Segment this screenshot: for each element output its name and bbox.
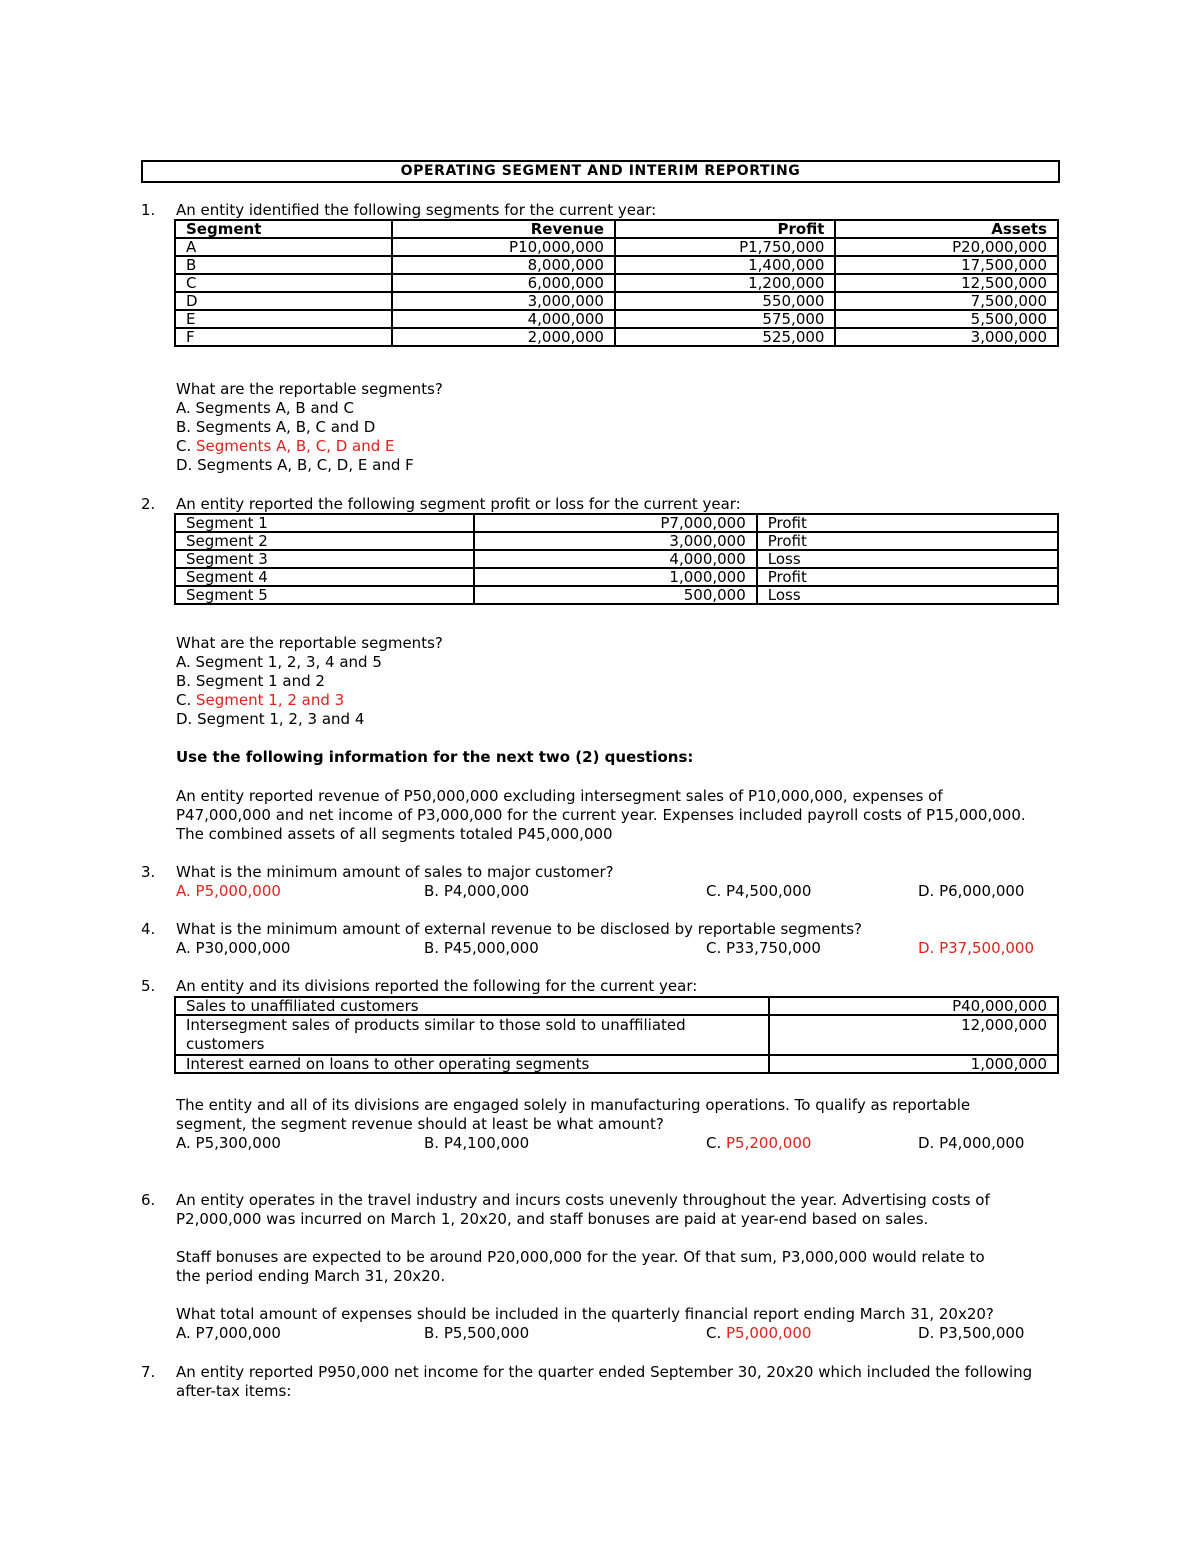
q7-line-1: An entity reported P950,000 net income for the quarter ended September 30, 20x20 which included the following: [176, 1363, 1033, 1381]
cell-result: Profit: [757, 532, 1058, 550]
cell-amount: 1,000,000: [769, 1055, 1058, 1073]
q6-choice-c: [706, 1324, 811, 1342]
q1-choice-a: A. Segments A, B and C: [176, 399, 354, 417]
table-row: [175, 292, 1058, 310]
table-row: [175, 310, 1058, 328]
item-line-1: Intersegment sales of products similar to those sold to unaffiliated: [186, 1016, 686, 1034]
q5-answer: P5,200,000: [726, 1134, 812, 1152]
cell-result: Loss: [757, 586, 1058, 604]
q6-choice-b: B. P5,500,000: [424, 1324, 530, 1342]
cell-segment: A: [175, 238, 392, 256]
header-segment: Segment: [175, 220, 392, 238]
cell-segment: Segment 4: [175, 568, 474, 586]
choice-letter: C.: [706, 1324, 727, 1342]
q5-choice-a: A. P5,300,000: [176, 1134, 281, 1152]
cell-profit: 525,000: [615, 328, 835, 346]
q2-profit-table: [174, 513, 1059, 605]
cell-result: Profit: [757, 514, 1058, 532]
q5-para-2: segment, the segment revenue should at least be what amount?: [176, 1115, 664, 1133]
q6-choice-d: D. P3,500,000: [918, 1324, 1025, 1342]
info-line-2: P47,000,000 and net income of P3,000,000 for the current year. Expenses included payroll costs of P15,000,000.: [176, 806, 1026, 824]
q3-choice-a: A. P5,000,000: [176, 882, 281, 900]
q4-choice-c: C. P33,750,000: [706, 939, 821, 957]
cell-amount: P40,000,000: [769, 997, 1058, 1015]
cell-revenue: 8,000,000: [392, 256, 615, 274]
table-row: [175, 550, 1058, 568]
q4-number: 4.: [141, 920, 156, 938]
cell-revenue: 3,000,000: [392, 292, 615, 310]
q4-stem: What is the minimum amount of external revenue to be disclosed by reportable segments?: [176, 920, 863, 938]
cell-segment: Segment 2: [175, 532, 474, 550]
q2-choice-b: B. Segment 1 and 2: [176, 672, 325, 690]
cell-item: Sales to unaffiliated customers: [175, 997, 769, 1015]
cell-profit: 1,400,000: [615, 256, 835, 274]
cell-segment: D: [175, 292, 392, 310]
q1-stem: An entity identified the following segments for the current year:: [176, 201, 657, 219]
q3-choice-b: B. P4,000,000: [424, 882, 530, 900]
q4-choice-b: B. P45,000,000: [424, 939, 539, 957]
table-row: [175, 1015, 1058, 1055]
cell-amount: 12,000,000: [769, 1015, 1058, 1055]
cell-segment: Segment 1: [175, 514, 474, 532]
cell-amount: 4,000,000: [474, 550, 756, 568]
cell-assets: 7,500,000: [835, 292, 1058, 310]
q5-number: 5.: [141, 977, 156, 995]
q3-choice-c: C. P4,500,000: [706, 882, 812, 900]
cell-item: [175, 1015, 769, 1055]
cell-revenue: 4,000,000: [392, 310, 615, 328]
table-row: [175, 514, 1058, 532]
q2-number: 2.: [141, 495, 156, 513]
q6-answer: P5,000,000: [726, 1324, 812, 1342]
table-row: [175, 1055, 1058, 1073]
cell-assets: 3,000,000: [835, 328, 1058, 346]
cell-assets: 5,500,000: [835, 310, 1058, 328]
cell-assets: P20,000,000: [835, 238, 1058, 256]
cell-revenue: P10,000,000: [392, 238, 615, 256]
cell-segment: Segment 5: [175, 586, 474, 604]
cell-item: Interest earned on loans to other operating segments: [175, 1055, 769, 1073]
q2-question: What are the reportable segments?: [176, 634, 443, 652]
q5-revenue-table: [174, 996, 1059, 1074]
info-line-1: An entity reported revenue of P50,000,000 excluding intersegment sales of P10,000,000, expenses of: [176, 787, 943, 805]
cell-segment: Segment 3: [175, 550, 474, 568]
q5-choice-c: [706, 1134, 811, 1152]
choice-letter: C.: [706, 1134, 727, 1152]
q4-choice-d: D. P37,500,000: [918, 939, 1035, 957]
header-profit: Profit: [615, 220, 835, 238]
q3-number: 3.: [141, 863, 156, 881]
q5-stem: An entity and its divisions reported the following for the current year:: [176, 977, 698, 995]
table-row: [175, 238, 1058, 256]
q6-choice-a: A. P7,000,000: [176, 1324, 281, 1342]
item-line-2: customers: [186, 1035, 265, 1053]
q2-answer: Segment 1, 2 and 3: [196, 691, 345, 709]
cell-assets: 17,500,000: [835, 256, 1058, 274]
table-row: [175, 256, 1058, 274]
cell-amount: 500,000: [474, 586, 756, 604]
cell-profit: 575,000: [615, 310, 835, 328]
q6-para-2b: the period ending March 31, 20x20.: [176, 1267, 446, 1285]
cell-amount: P7,000,000: [474, 514, 756, 532]
cell-segment: B: [175, 256, 392, 274]
q6-number: 6.: [141, 1191, 156, 1209]
table-row: [175, 328, 1058, 346]
q1-choice-c: [176, 437, 395, 455]
table-row: [175, 274, 1058, 292]
cell-result: Loss: [757, 550, 1058, 568]
q1-question: What are the reportable segments?: [176, 380, 443, 398]
choice-letter: C.: [176, 437, 197, 455]
cell-amount: 1,000,000: [474, 568, 756, 586]
table-row: [175, 997, 1058, 1015]
q5-choice-d: D. P4,000,000: [918, 1134, 1025, 1152]
cell-amount: 3,000,000: [474, 532, 756, 550]
q4-choice-a: A. P30,000,000: [176, 939, 291, 957]
q6-para-1a: An entity operates in the travel industry and incurs costs unevenly throughout the year. Advertising costs of: [176, 1191, 990, 1209]
choice-letter: C.: [176, 691, 197, 709]
table-header-row: [175, 220, 1058, 238]
cell-segment: E: [175, 310, 392, 328]
cell-result: Profit: [757, 568, 1058, 586]
q7-number: 7.: [141, 1363, 156, 1381]
q1-number: 1.: [141, 201, 156, 219]
q7-line-2: after-tax items:: [176, 1382, 292, 1400]
cell-segment: C: [175, 274, 392, 292]
header-revenue: Revenue: [392, 220, 615, 238]
q1-choice-b: B. Segments A, B, C and D: [176, 418, 376, 436]
cell-revenue: 2,000,000: [392, 328, 615, 346]
q1-segment-table: [174, 219, 1059, 347]
q3-choice-d: D. P6,000,000: [918, 882, 1025, 900]
q6-para-1b: P2,000,000 was incurred on March 1, 20x20, and staff bonuses are paid at year-end based on sales.: [176, 1210, 929, 1228]
q2-choice-c: [176, 691, 344, 709]
q1-choice-d: D. Segments A, B, C, D, E and F: [176, 456, 414, 474]
cell-profit: 1,200,000: [615, 274, 835, 292]
q2-choice-a: A. Segment 1, 2, 3, 4 and 5: [176, 653, 382, 671]
cell-revenue: 6,000,000: [392, 274, 615, 292]
table-row: [175, 568, 1058, 586]
q6-para-2a: Staff bonuses are expected to be around P20,000,000 for the year. Of that sum, P3,000,000 would relate to: [176, 1248, 985, 1266]
table-row: [175, 586, 1058, 604]
q2-stem: An entity reported the following segment profit or loss for the current year:: [176, 495, 741, 513]
q6-question: What total amount of expenses should be included in the quarterly financial report ending March 31, 20x20?: [176, 1305, 994, 1323]
cell-profit: P1,750,000: [615, 238, 835, 256]
q2-choice-d: D. Segment 1, 2, 3 and 4: [176, 710, 365, 728]
cell-assets: 12,500,000: [835, 274, 1058, 292]
q5-choice-b: B. P4,100,000: [424, 1134, 530, 1152]
q5-para-1: The entity and all of its divisions are engaged solely in manufacturing operations. To qualify as reportable: [176, 1096, 971, 1114]
table-row: [175, 532, 1058, 550]
info-heading: Use the following information for the next two (2) questions:: [176, 748, 694, 766]
header-assets: Assets: [835, 220, 1058, 238]
q3-stem: What is the minimum amount of sales to major customer?: [176, 863, 614, 881]
page-title: OPERATING SEGMENT AND INTERIM REPORTING: [141, 160, 1060, 183]
cell-segment: F: [175, 328, 392, 346]
info-line-3: The combined assets of all segments totaled P45,000,000: [176, 825, 613, 843]
cell-profit: 550,000: [615, 292, 835, 310]
q1-answer: Segments A, B, C, D and E: [196, 437, 395, 455]
